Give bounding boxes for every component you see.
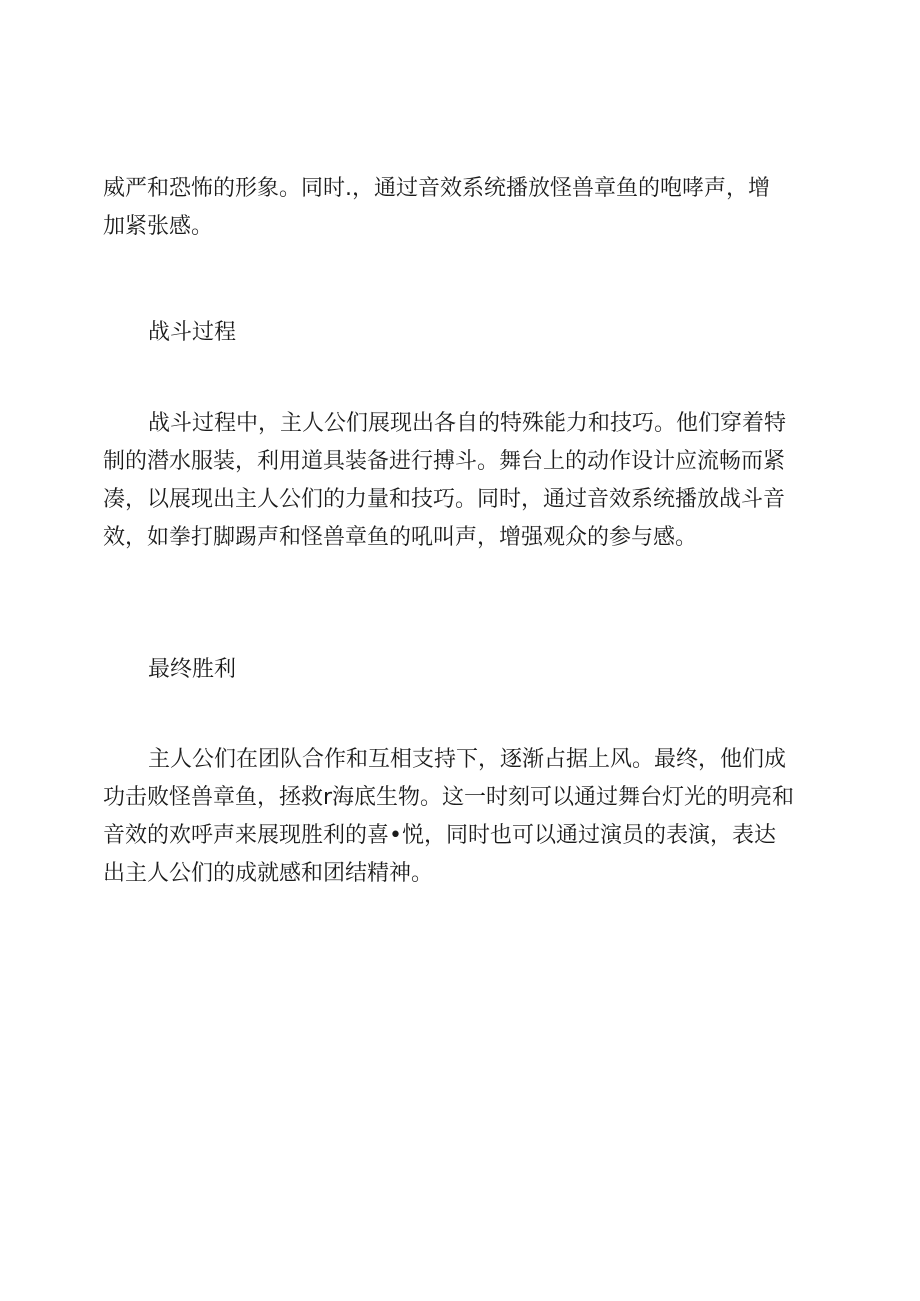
paragraph-line: 效，如拳打脚踢声和怪兽章鱼的吼叫声，增强观众的参与感。 — [103, 525, 698, 550]
paragraph-line: 制的潜水服装，利用道具装备进行搏斗。舞台上的动作设计应流畅而紧 — [103, 449, 786, 474]
paragraph-line: 加紧张感。 — [103, 214, 214, 239]
paragraph-line: 功击败怪兽章鱼，拯救r海底生物。这一时刻可以通过舞台灯光的明亮和 — [103, 785, 795, 810]
paragraph-line: 威严和恐怖的形象。同时.，通过音效系统播放怪兽章鱼的咆哮声，增 — [103, 176, 770, 201]
section-heading-victory: 最终胜利 — [148, 657, 237, 682]
paragraph-line: 音效的欢呼声来展现胜利的喜•悦，同时也可以通过演员的表演，表达 — [103, 823, 776, 848]
victory-paragraph — [103, 741, 823, 893]
battle-paragraph — [103, 405, 823, 557]
paragraph-line: 出主人公们的成就感和团结精神。 — [103, 861, 434, 886]
paragraph-line: 主人公们在团队合作和互相支持下，逐渐占据上风。最终，他们成 — [148, 747, 787, 772]
paragraph-line: 凑，以展现出主人公们的力量和技巧。同时，通过音效系统播放战斗音 — [103, 487, 786, 512]
section-heading-battle: 战斗过程 — [148, 320, 237, 345]
paragraph-line: 战斗过程中，主人公们展现出各自的特殊能力和技巧。他们穿着特 — [148, 411, 787, 436]
intro-paragraph — [103, 170, 823, 246]
